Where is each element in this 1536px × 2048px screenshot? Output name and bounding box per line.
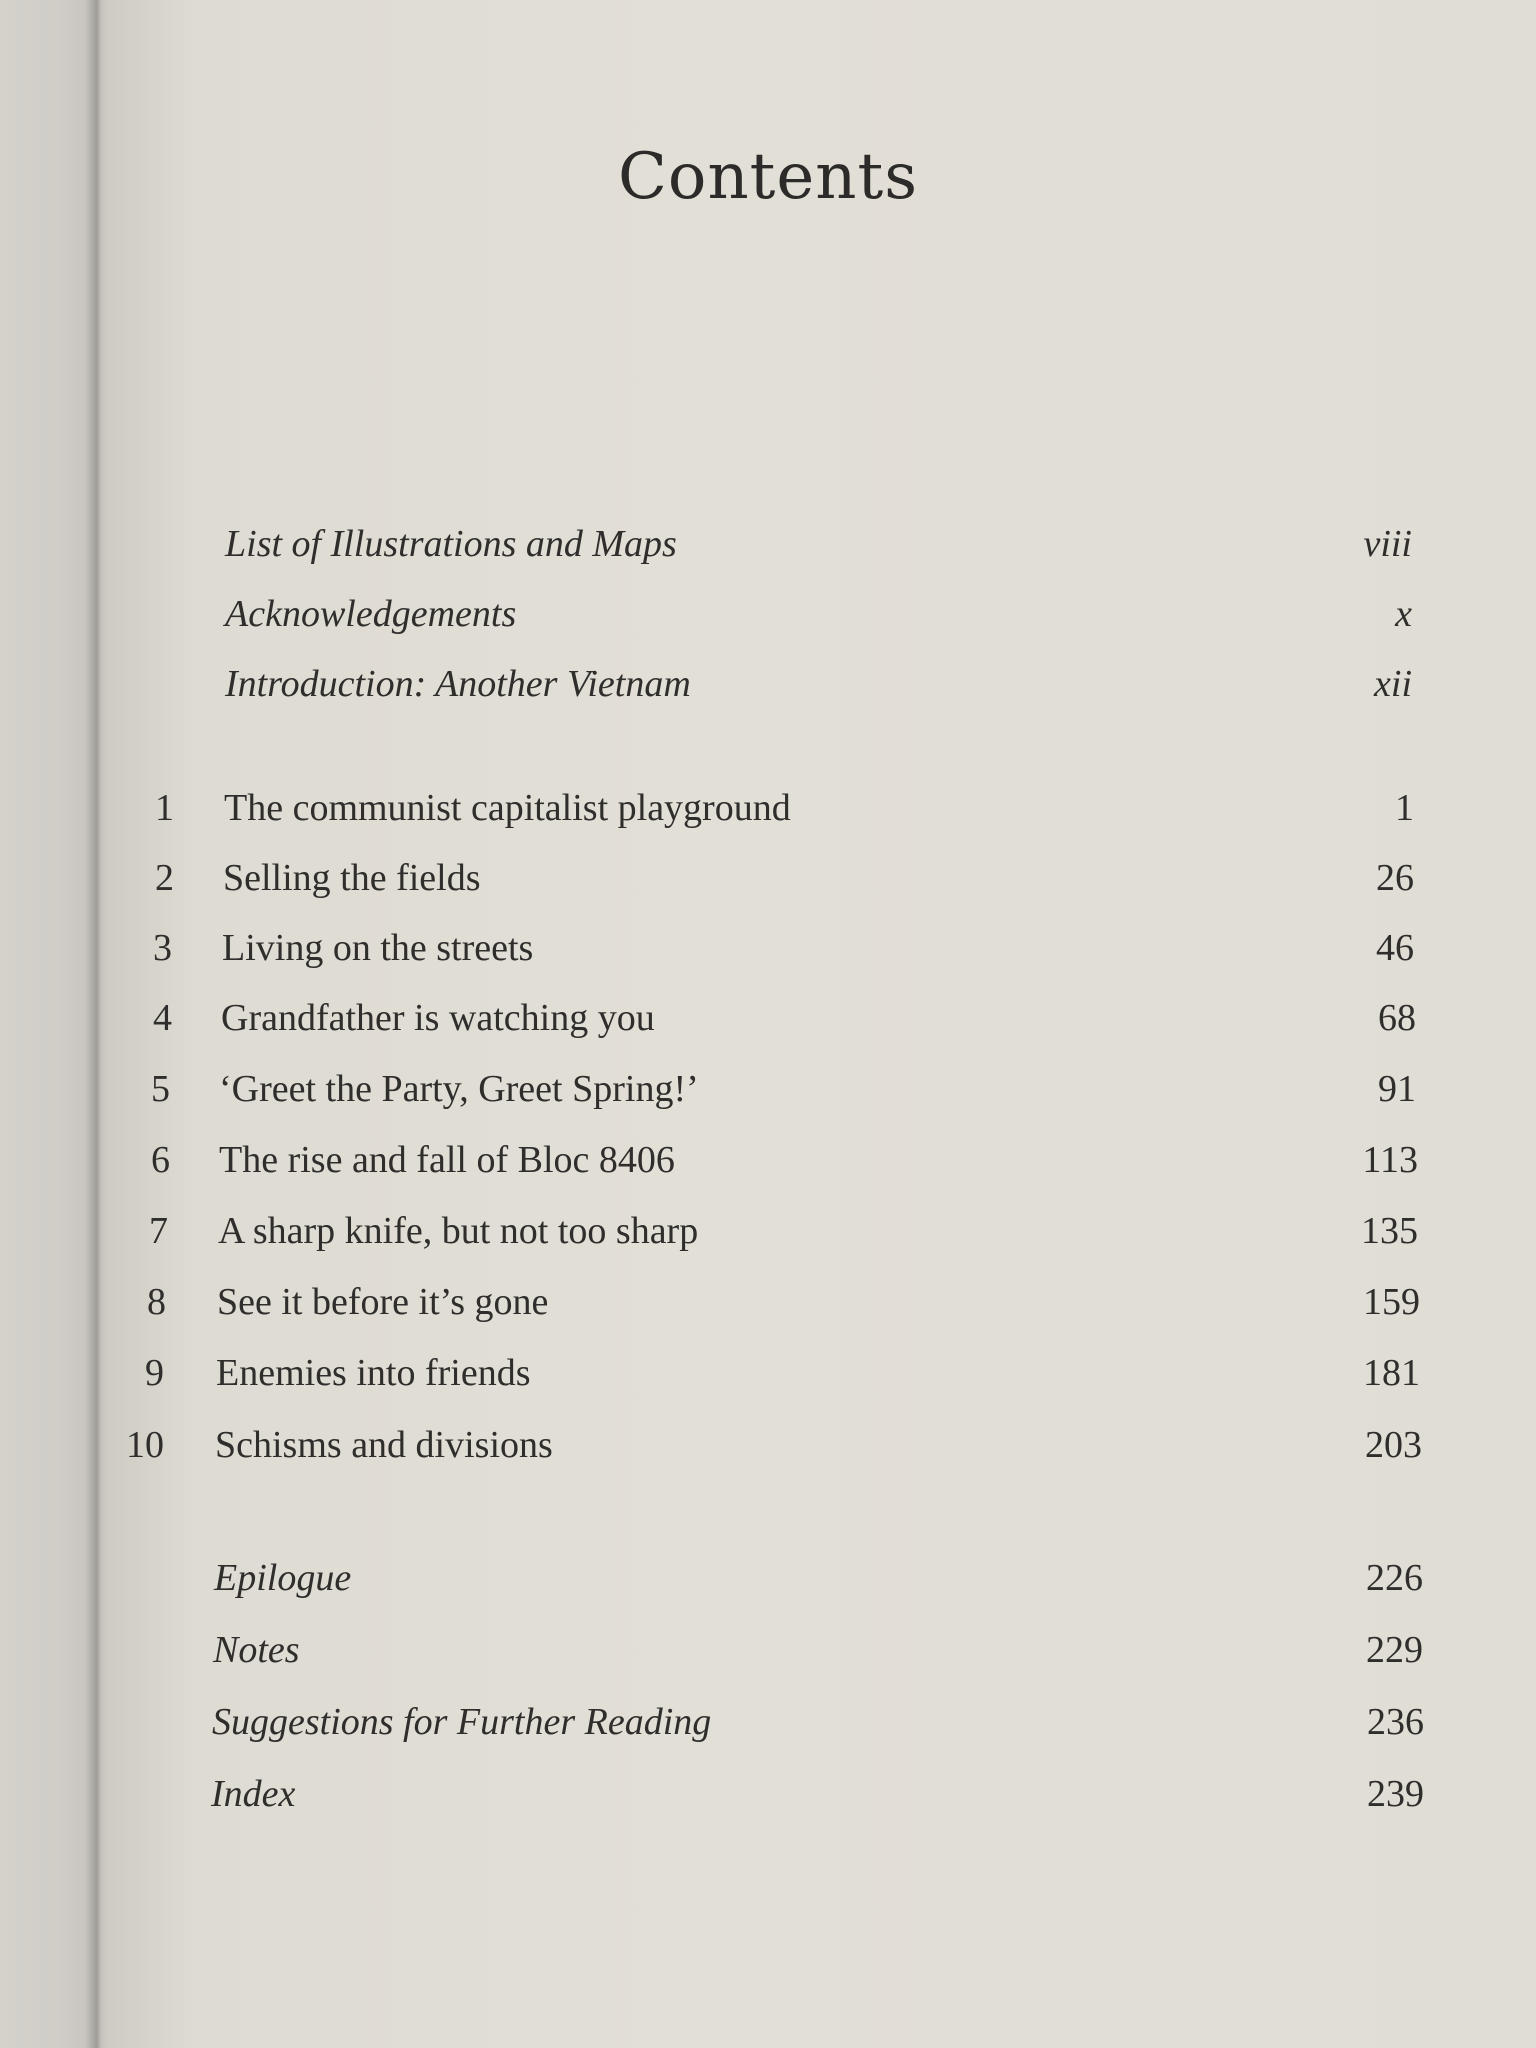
- toc-entry-chapter: [0, 996, 1536, 1044]
- toc-entry-page: 236: [1367, 1701, 1424, 1743]
- chapter-number: 9: [145, 1352, 164, 1394]
- toc-entry-front-matter: [0, 522, 1536, 570]
- toc-entry-front-matter: [0, 592, 1536, 640]
- toc-entry-page: 181: [1363, 1352, 1420, 1394]
- chapter-title: Enemies into friends: [216, 1352, 531, 1394]
- toc-entry-page: 226: [1366, 1557, 1423, 1599]
- chapter-title: Selling the fields: [223, 857, 481, 899]
- chapter-title: The rise and fall of Bloc 8406: [219, 1139, 675, 1181]
- chapter-number: 5: [151, 1068, 170, 1110]
- toc-entry-front-matter: [0, 662, 1536, 710]
- toc-entry-chapter: [0, 1067, 1536, 1115]
- toc-entry-page: 229: [1366, 1629, 1423, 1671]
- toc-entry-chapter: [0, 1209, 1536, 1257]
- toc-entry-title: Introduction: Another Vietnam: [225, 663, 691, 705]
- toc-entry-page: 1: [1395, 787, 1414, 829]
- chapter-title: Living on the streets: [222, 927, 534, 969]
- toc-entry-back-matter: [0, 1700, 1536, 1748]
- toc-entry-chapter: [0, 786, 1536, 834]
- toc-entry-page: x: [1395, 593, 1412, 635]
- toc-entry-back-matter: [0, 1556, 1536, 1604]
- chapter-number: 3: [153, 927, 172, 969]
- toc-entry-page: 113: [1362, 1139, 1418, 1181]
- toc-entry-page: 68: [1378, 997, 1416, 1039]
- chapter-number: 6: [151, 1139, 170, 1181]
- toc-entry-chapter: [0, 1351, 1536, 1399]
- chapter-title: The communist capitalist playground: [224, 787, 791, 829]
- chapter-title: A sharp knife, but not too sharp: [218, 1210, 699, 1252]
- toc-entry-chapter: [0, 1138, 1536, 1186]
- toc-entry-chapter: [0, 1280, 1536, 1328]
- toc-entry-page: 46: [1376, 927, 1414, 969]
- toc-entry-page: 159: [1363, 1281, 1420, 1323]
- toc-entry-page: 26: [1376, 857, 1414, 899]
- toc-entry-chapter: [0, 856, 1536, 904]
- toc-entry-page: 135: [1361, 1210, 1418, 1252]
- toc-entry-page: 203: [1365, 1424, 1422, 1466]
- chapter-title: Schisms and divisions: [215, 1424, 553, 1466]
- toc-entry-title: Notes: [213, 1629, 300, 1671]
- toc-entry-title: Acknowledgements: [225, 593, 517, 635]
- toc-entry-title: Index: [211, 1773, 296, 1815]
- chapter-number: 10: [126, 1424, 164, 1466]
- toc-entry-page: 239: [1367, 1773, 1424, 1815]
- toc-entry-page: xii: [1374, 663, 1412, 705]
- chapter-number: 1: [155, 787, 174, 829]
- toc-entry-page: viii: [1363, 523, 1412, 565]
- chapter-number: 7: [149, 1210, 168, 1252]
- toc-entry-back-matter: [0, 1772, 1536, 1820]
- chapter-number: 4: [153, 997, 172, 1039]
- chapter-title: Grandfather is watching you: [221, 997, 655, 1039]
- page-title: Contents: [617, 140, 919, 214]
- chapter-number: 2: [155, 857, 174, 899]
- toc-entry-title: Suggestions for Further Reading: [212, 1701, 712, 1743]
- toc-entry-chapter: [0, 1423, 1536, 1471]
- toc-entry-title: List of Illustrations and Maps: [225, 523, 677, 565]
- chapter-number: 8: [147, 1281, 166, 1323]
- toc-entry-title: Epilogue: [214, 1557, 352, 1599]
- toc-entry-chapter: [0, 926, 1536, 974]
- toc-entry-page: 91: [1378, 1068, 1416, 1110]
- chapter-title: See it before it’s gone: [217, 1281, 549, 1323]
- chapter-title: ‘Greet the Party, Greet Spring!’: [219, 1068, 699, 1110]
- toc-entry-back-matter: [0, 1628, 1536, 1676]
